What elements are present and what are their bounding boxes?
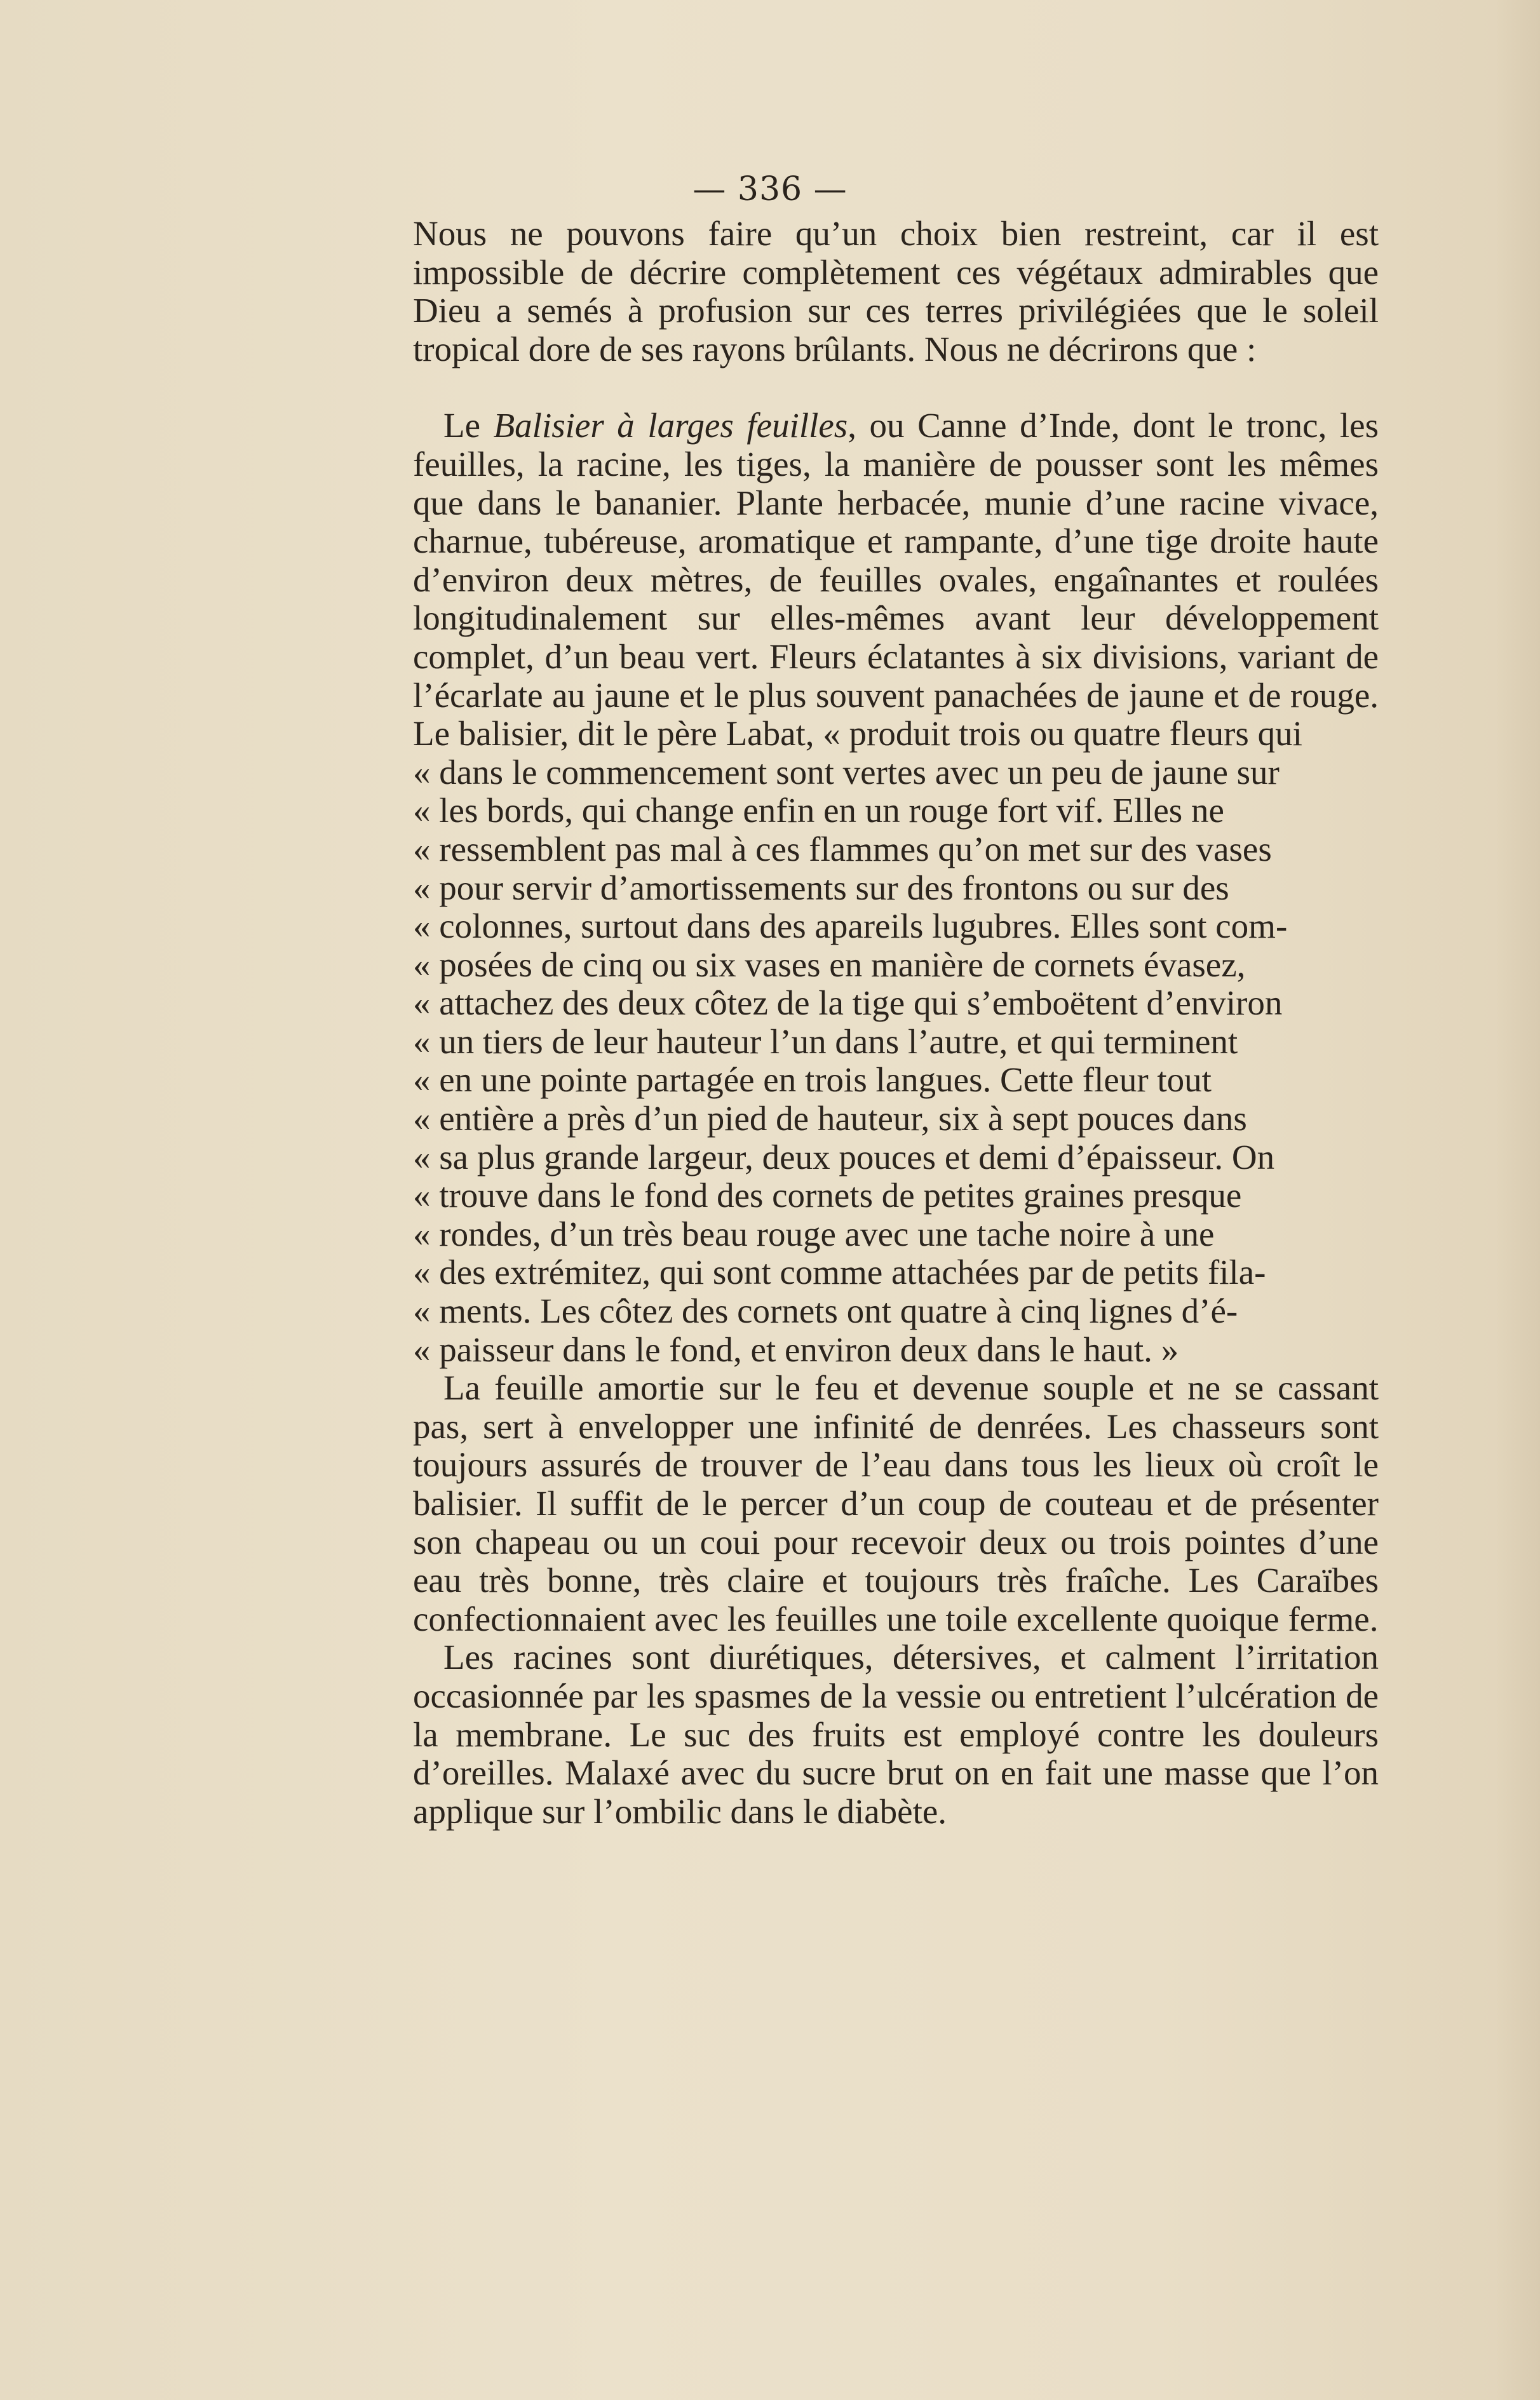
paragraph-racines: Les racines sont diurétiques, détersives, et calment l’irritation occasionnée par les spasmes de la vessie ou entretient l’ulcération de la membrane. Le suc des fruits est employé contre les douleurs d’oreilles. Malaxé avec du sucre brut on en fait une masse que l’on applique sur l’ombilic dans le diabète. <box>413 1638 1379 1831</box>
quote-line: « entière a près d’un pied de hauteur, six à sept pouces dans <box>413 1099 1247 1138</box>
quote-line: « sa plus grande largeur, deux pouces et demi d’épaisseur. On <box>413 1137 1275 1176</box>
quote-line: « les bords, qui change enfin en un rouge fort vif. Elles ne <box>413 791 1224 830</box>
quote-line: « dans le commencement sont vertes avec un peu de jaune sur <box>413 752 1280 792</box>
balisier-title: Balisier à larges feuilles <box>493 406 848 445</box>
quote-line: « paisseur dans le fond, et environ deux dans le haut. » <box>413 1330 1179 1369</box>
page-edge-shadow <box>1496 0 1540 2400</box>
quote-line: « ments. Les côtez des cornets ont quatre à cinq lignes d’é- <box>413 1291 1238 1331</box>
paragraph-balisier <box>413 407 1379 753</box>
quote-line: « colonnes, surtout dans des apareils lugubres. Elles sont com- <box>413 907 1288 946</box>
labat-quote <box>413 753 1379 1370</box>
quote-line: « des extrémitez, qui sont comme attachées par de petits fila- <box>413 1253 1266 1292</box>
quote-line: « un tiers de leur hauteur l’un dans l’autre, et qui terminent <box>413 1021 1238 1061</box>
quote-line: « trouve dans le fond des cornets de petites graines presque <box>413 1176 1242 1215</box>
quote-line: « pour servir d’amortissements sur des frontons ou sur des <box>413 868 1229 907</box>
balisier-prefix: Le <box>443 406 494 445</box>
quote-line: « en une pointe partagée en trois langues. Cette fleur tout <box>413 1060 1212 1100</box>
body-text <box>413 215 1379 1831</box>
quote-line: « posées de cinq ou six vases en manière de cornets évasez, <box>413 945 1246 984</box>
balisier-description: , ou Canne d’Inde, dont le tronc, les feuilles, la racine, les tiges, la manière de pousser sont les mêmes que dans le bananier. Plante herbacée, munie d’une racine vivace, charnue, tubéreuse, aromatique et rampante, d’une tige droite haute d’environ deux mètres, de feuilles ovales, engaînantes et roulées longitudinalement sur elles-mêmes avant leur développement complet, d’un beau vert. Fleurs éclatantes à six divisions, variant de l’écarlate au jaune et le plus souvent panachées de jaune et de rouge. Le balisier, dit le père Labat, « produit trois ou quatre fleurs qui <box>413 406 1379 753</box>
paragraph-intro: Nous ne pouvons faire qu’un choix bien restreint, car il est impossible de décrire complètement ces végétaux admirables que Dieu a semés à profusion sur ces terres privilégiées que le soleil tropical dore de ses rayons brûlants. Nous ne décrirons que : <box>413 214 1379 368</box>
quote-line: « attachez des deux côtez de la tige qui s’emboëtent d’environ <box>413 983 1283 1023</box>
quote-line: « ressemblent pas mal à ces flammes qu’on met sur des vases <box>413 829 1272 868</box>
paragraph-feuille: La feuille amortie sur le feu et devenue souple et ne se cassant pas, sert à envelopper une infinité de denrées. Les chasseurs sont toujours assurés de trouver de l’eau dans tous les lieux où croît le balisier. Il suffit de le percer d’un coup de couteau et de présenter son chapeau ou un coui pour recevoir deux ou trois pointes d’une eau très bonne, très claire et toujours très fraîche. Les Caraïbes confectionnaient avec les feuilles une toile excellente quoique ferme. <box>413 1368 1379 1638</box>
page-number: — 336 — <box>692 170 848 208</box>
quote-line: « rondes, d’un très beau rouge avec une tache noire à une <box>413 1214 1215 1253</box>
